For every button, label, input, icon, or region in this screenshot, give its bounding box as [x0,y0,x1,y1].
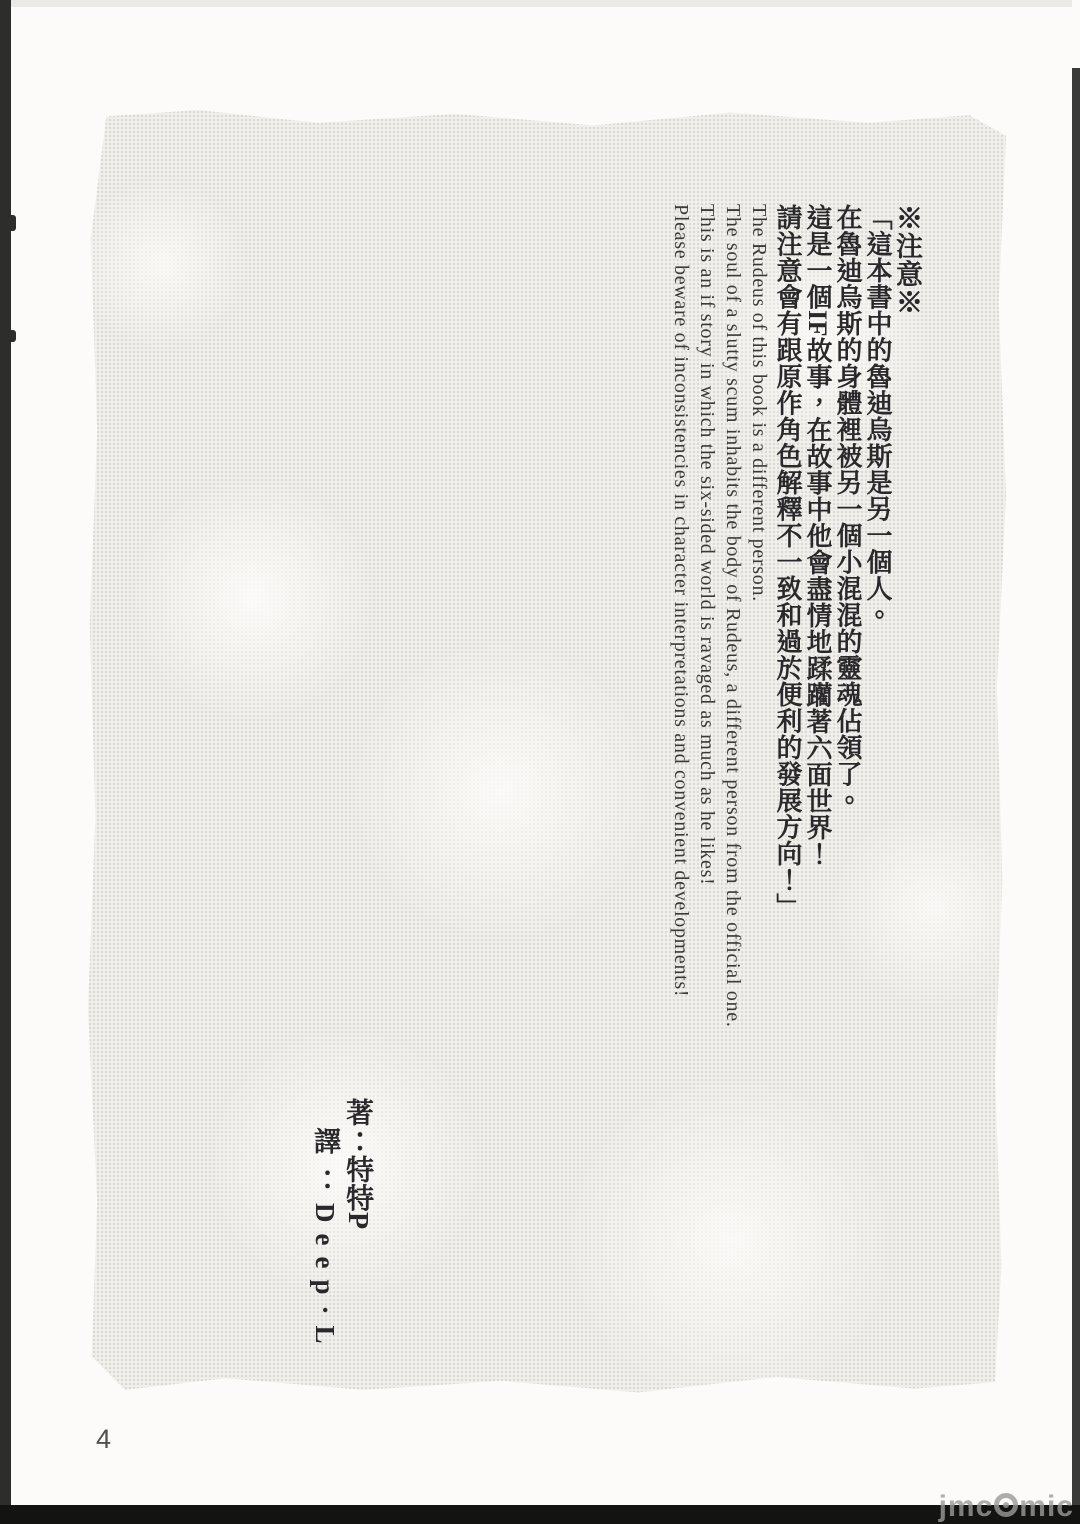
watermark-o-icon [994,1493,1018,1517]
watermark [939,1491,1074,1523]
scan-edge-right [1072,68,1080,1524]
notice-line-en-4: Please beware of inconsistencies in character interpretations and convenient developments! [670,204,692,998]
credit-translator: 譯：Deep·L [310,1127,340,1355]
notice-text-block [668,204,922,1514]
notice-line-zh-3: 這是一個IF故事，在故事中他會盡情地蹂躪著六面世界！ [803,204,832,867]
notice-title: ※注意※ [892,204,922,316]
watermark-text-right: mic [1019,1490,1074,1523]
notice-line-en-1: The Rudeus of this book is a different person. [748,204,770,602]
notice-line-en-2: The soul of a slutty scum inhabits the body of Rudeus, a different person from the official one. [722,204,744,1028]
credit-author: 著：特特P [342,1098,373,1230]
credits-block [309,1098,373,1408]
notice-line-en-3: This is an if story in which the six-sided world is ravaged as much as he likes! [696,204,718,886]
notice-line-zh-1: 「這本書中的魯迪烏斯是另一個人。 [863,204,892,628]
scan-edge-top [11,0,1072,7]
watermark-text-left: jmc [938,1490,994,1523]
page-number: 4 [96,1424,112,1454]
scan-edge-left [0,0,11,1524]
notice-line-zh-4: 請注意會有跟原作角色解釋不一致和過於便利的發展方向！」 [773,204,802,920]
notice-line-zh-2: 在魯迪烏斯的身體裡被另一個小混混的靈魂佔領了。 [833,204,862,814]
